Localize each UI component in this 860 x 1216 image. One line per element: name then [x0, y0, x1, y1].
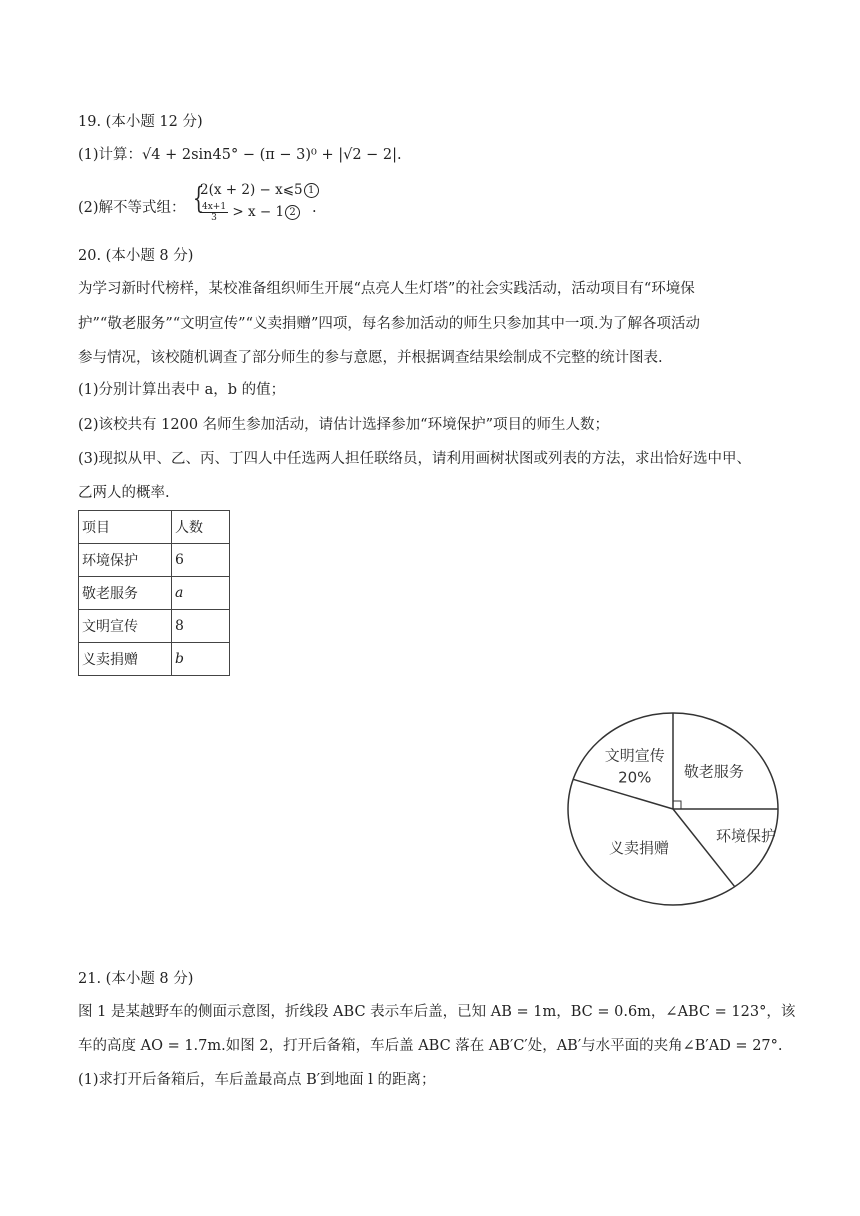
table-header-cell: 项目: [79, 511, 172, 544]
survey-table: [78, 510, 230, 676]
table-header-row: [79, 511, 230, 544]
table-cell: 敬老服务: [79, 577, 172, 610]
q20-paragraph-line-2: 护”“敬老服务”“文明宣传”“义卖捐赠”四项，每名参加活动的师生只参加其中一项.为了解各项活动: [78, 316, 700, 332]
pie-slice-label: 敬老服务: [683, 762, 744, 781]
q19-part1: [78, 145, 402, 165]
table-row: [79, 544, 230, 577]
q19-heading: 19. (本小题 12 分): [78, 114, 203, 130]
pie-chart: [560, 706, 786, 912]
table-header-cell: 人数: [172, 511, 230, 544]
circled-number-1: 1: [304, 183, 319, 198]
q20-paragraph-line-3: 参与情况，该校随机调查了部分师生的参与意愿，并根据调查结果绘制成不完整的统计图表.: [78, 350, 663, 366]
table-cell: 义卖捐赠: [79, 643, 172, 676]
q21-paragraph-line-2: 车的高度 AO = 1.7m.如图 2，打开后备箱，车后盖 ABC 落在 AB′C′处，AB′与水平面的夹角∠B′AD = 27°.: [78, 1038, 783, 1054]
table-row: [79, 610, 230, 643]
inequality-1-text: 2(x + 2) − x⩽5: [200, 182, 303, 198]
inequality-2-text: > x − 1: [232, 204, 285, 220]
q19-part1-expression: √4 + 2sin45° − (π − 3)⁰ + |√2 − 2|.: [142, 147, 402, 163]
table-cell: 文明宣传: [79, 610, 172, 643]
q19-part1-prefix: (1)计算：: [78, 147, 143, 163]
q19-period: .: [312, 200, 317, 216]
inequality-1: [200, 182, 319, 198]
system-brace: {: [192, 181, 205, 216]
q21-paragraph-line-1: 图 1 是某越野车的侧面示意图，折线段 ABC 表示车后盖，已知 AB = 1m，BC = 0.6m，∠ABC = 123°，该: [78, 1004, 796, 1020]
pie-slice-label: 环境保护: [715, 827, 776, 846]
table-cell: 6: [172, 544, 230, 577]
table-cell: 8: [172, 610, 230, 643]
q20-heading: 20. (本小题 8 分): [78, 248, 194, 264]
table-row: [79, 577, 230, 610]
inequality-2: [200, 202, 300, 223]
circled-number-2: 2: [285, 205, 300, 220]
q20-paragraph-line-1: 为学习新时代榜样，某校准备组织师生开展“点亮人生灯塔”的社会实践活动，活动项目有“环境保: [78, 281, 695, 297]
table-cell: a: [172, 577, 230, 610]
fraction-numerator: 4x+1: [202, 202, 227, 212]
q20-subquestion-2: (2)该校共有 1200 名师生参加活动，请估计选择参加“环境保护”项目的师生人数；: [78, 417, 609, 433]
pie-slice-label: 义卖捐赠: [609, 838, 670, 857]
pie-slice-label: 文明宣传: [604, 746, 665, 765]
q20-subquestion-3-line-1: (3)现拟从甲、乙、丙、丁四人中任选两人担任联络员，请利用画树状图或列表的方法，求出恰好选中甲、: [78, 451, 752, 467]
pie-slice-value-label: 20%: [618, 768, 652, 787]
table-cell: b: [172, 643, 230, 676]
q20-subquestion-3-line-2: 乙两人的概率.: [78, 485, 170, 501]
q21-heading: 21. (本小题 8 分): [78, 971, 194, 987]
inequality-2-fraction: [200, 202, 228, 223]
q21-subquestion-1: (1)求打开后备箱后，车后盖最高点 B′到地面 l 的距离；: [78, 1072, 436, 1088]
fraction-denominator: 3: [211, 213, 217, 223]
table-row: [79, 643, 230, 676]
q19-part2-prefix: (2)解不等式组：: [78, 200, 186, 216]
q20-subquestion-1: (1)分别计算出表中 a，b 的值；: [78, 382, 286, 398]
table-cell: 环境保护: [79, 544, 172, 577]
